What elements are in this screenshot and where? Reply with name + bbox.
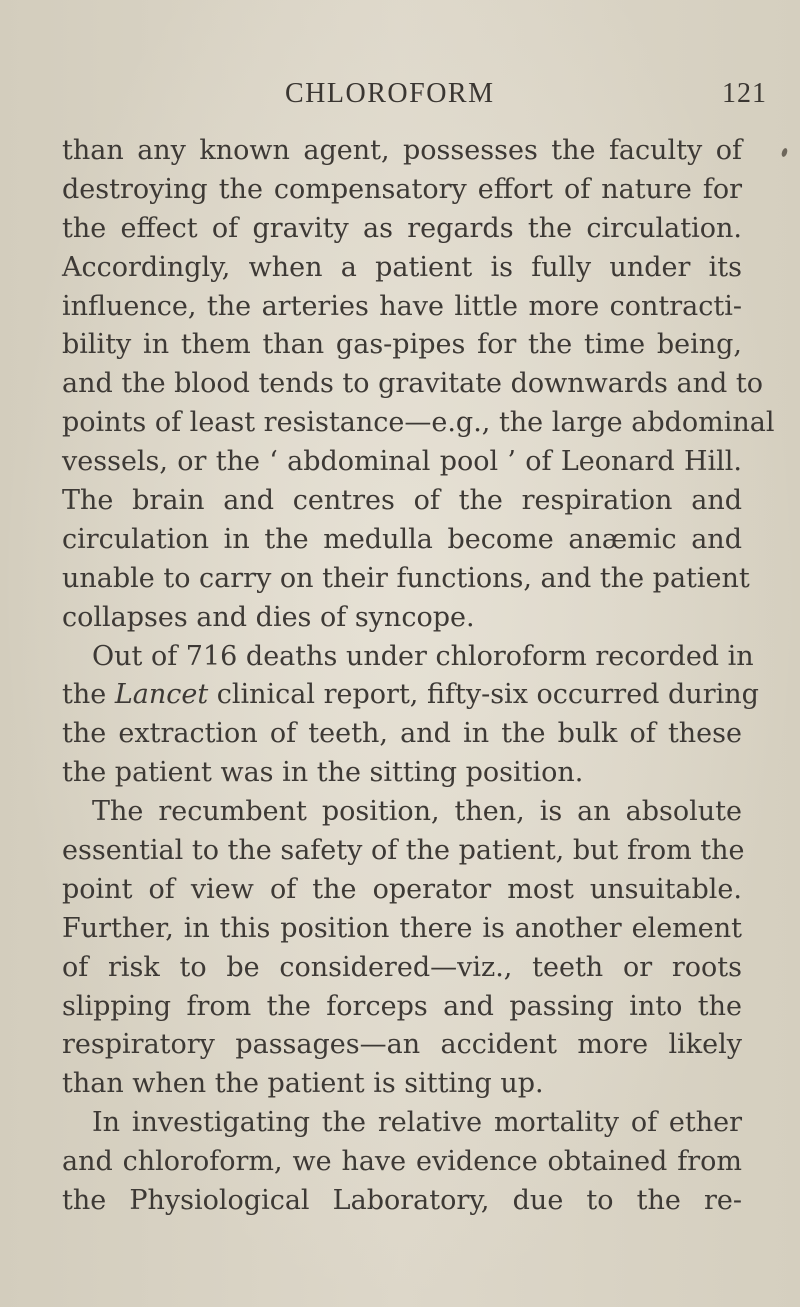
body-text — [62, 132, 775, 1221]
text-line: In investigating the relative mortality of ether — [92, 1107, 742, 1139]
text-line: than when the patient is sitting up. — [62, 1068, 544, 1100]
text-line: respiratory passages—an accident more likely — [62, 1029, 742, 1061]
text-line: than any known agent, possesses the faculty of — [62, 135, 742, 166]
lancet-suffix: clinical report, fifty-six occurred during — [208, 679, 759, 711]
text-line: Accordingly, when a patient is fully under its — [62, 251, 742, 283]
running-head — [0, 78, 800, 118]
paragraph-3 — [62, 793, 745, 1104]
text-line: Further, in this position there is another element — [62, 912, 742, 944]
text-line: The brain and centres of the respiration and — [62, 485, 742, 517]
text-line: essential to the safety of the patient, but from the — [62, 835, 745, 867]
text-line: point of view of the operator most unsuitable. — [62, 873, 742, 905]
text-line: The recumbent position, then, is an absolute — [92, 796, 742, 828]
text-line: destroying the compensatory effort of nature for — [62, 173, 742, 205]
lancet-title: Lancet — [114, 679, 209, 711]
text-line: and chloroform, we have evidence obtained from — [62, 1146, 742, 1178]
text-line: the Physiological Laboratory, due to the re- — [62, 1185, 742, 1217]
text-line: influence, the arteries have little more contracti- — [62, 290, 742, 322]
text-line: of risk to be considered—viz., teeth or roots — [62, 951, 742, 983]
text-line: vessels, or the ‘ abdominal pool ’ of Leonard Hill. — [62, 446, 742, 478]
text-line: and the blood tends to gravitate downwards and to — [62, 368, 763, 400]
text-line: Out of 716 deaths under chloroform recorded in — [92, 640, 754, 672]
text-line: the patient was in the sitting position. — [62, 757, 584, 789]
text-line: bility in them than gas-pipes for the time being, — [62, 329, 742, 361]
text-line: collapses and dies of syncope. — [62, 601, 475, 633]
text-line: circulation in the medulla become anæmic and — [62, 523, 742, 555]
paragraph-4 — [62, 1104, 742, 1221]
lancet-prefix: the — [62, 679, 115, 711]
text-line: unable to carry on their functions, and the patient — [62, 562, 750, 594]
ink-speck — [781, 147, 789, 157]
text-line-with-italic — [62, 676, 759, 715]
paragraph-2 — [62, 638, 759, 794]
text-line: the effect of gravity as regards the circulation. — [62, 212, 742, 244]
text-line: slipping from the forceps and passing into the — [62, 990, 742, 1022]
running-title: CHLOROFORM — [285, 78, 495, 109]
page-number: 121 — [722, 78, 767, 109]
text-line: the extraction of teeth, and in the bulk of these — [62, 718, 742, 750]
text-line: points of least resistance—e.g., the large abdominal — [62, 407, 775, 439]
paragraph-1 — [62, 132, 775, 638]
